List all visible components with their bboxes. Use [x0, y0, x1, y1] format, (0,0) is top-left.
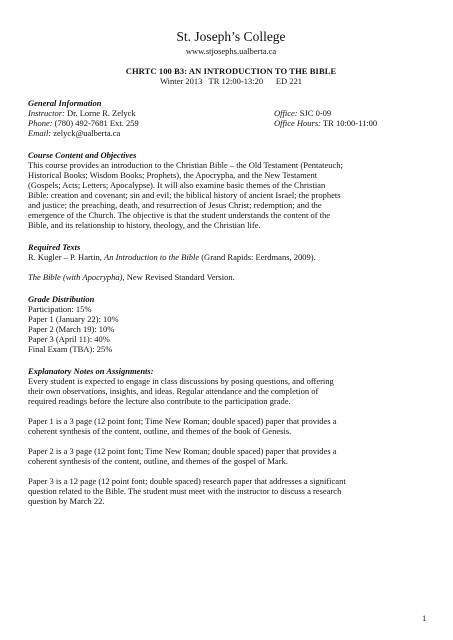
phone-line — [28, 118, 274, 128]
grade-item: Final Exam (TBA): 25% — [28, 344, 113, 354]
grade-list — [28, 304, 434, 354]
contact-column — [28, 108, 274, 138]
office-hours-value: TR 10:00-11:00 — [320, 118, 378, 128]
text-line: required readings before the lecture also contribute to the participation grade. — [28, 396, 291, 406]
text-line: Historical Books; Wisdom Books; Prophets), the Apocrypha, and the New Testament — [28, 170, 318, 180]
required-text-2 — [28, 272, 434, 282]
text2-version: , New Revised Standard Version. — [122, 272, 235, 282]
instructor-line — [28, 108, 274, 118]
assignment-notes-heading: Explanatory Notes on Assignments: — [28, 366, 154, 376]
text-line: Paper 3 is a 12 page (12 point font; double spaced) research paper that addresses a significant — [28, 476, 346, 486]
text-line: question by March 22. — [28, 496, 105, 506]
instructor-value: Dr. Lorne R. Zelyck — [64, 108, 136, 118]
required-texts-heading: Required Texts — [28, 242, 81, 252]
text-line: Paper 2 is a 3 page (12 point font; Time New Roman; double spaced) paper that provides a — [28, 446, 337, 456]
college-url[interactable]: www.stjosephs.ualberta.ca — [185, 46, 277, 56]
text-line: Paper 1 is a 3 page (12 point font; Time New Roman; double spaced) paper that provides a — [28, 416, 337, 426]
text-line: Bible, and its relationship to history, theology, and the Christian life. — [28, 220, 261, 230]
text-line: This course provides an introduction to the Christian Bible – the Old Testament (Pentateuch; — [28, 160, 343, 170]
grade-item: Participation: 15% — [28, 304, 92, 314]
email-label: Email: — [28, 128, 52, 138]
course-schedule: Winter 2013 TR 12:00-13:20 ED 221 — [159, 76, 303, 86]
office-column — [274, 108, 434, 138]
grade-distribution-heading: Grade Distribution — [28, 294, 95, 304]
grade-item: Paper 1 (January 22): 10% — [28, 314, 119, 324]
general-info-grid — [28, 108, 434, 138]
required-text-1 — [28, 252, 434, 262]
text-line: Every student is expected to engage in class discussions by posing questions, and offering — [28, 376, 334, 386]
page-number: 1 — [422, 613, 427, 623]
content-heading: Course Content and Objectives — [28, 150, 137, 160]
text-line: (Gospels; Acts; Letters; Apocalypse). It will also examine basic themes of the Christian — [28, 180, 326, 190]
text1-publisher: (Grand Rapids: Eerdmans, 2009). — [199, 252, 316, 262]
content-paragraph — [28, 160, 434, 230]
text-line: coherent synthesis of the content, outline, and themes of the gospel of Mark. — [28, 456, 288, 466]
paper1-paragraph — [28, 416, 434, 436]
text-line: Bible: creation and covenant; sin and evil; the biblical history of ancient Israel; the prophets — [28, 190, 341, 200]
text-line: and justice; the preaching, death, and resurrection of Jesus Christ; redemption; and the — [28, 200, 322, 210]
college-name: St. Joseph’s College — [176, 29, 286, 44]
text-line: coherent synthesis of the content, outline, and themes of the book of Genesis. — [28, 426, 292, 436]
office-hours-label: Office Hours: — [274, 118, 321, 128]
text1-title: An Introduction to the Bible — [104, 252, 200, 262]
document-page — [28, 28, 434, 506]
text2-title: The Bible (with Apocrypha) — [28, 272, 123, 282]
paper3-paragraph — [28, 476, 434, 506]
office-line — [274, 108, 434, 118]
office-value: SJC 0-09 — [297, 108, 332, 118]
text-line: emergence of the Church. The objective is that the student understands the content of the — [28, 210, 331, 220]
text-line: their own observations, insights, and ideas. Regular attendance and the completion of — [28, 386, 319, 396]
general-info-heading: General Information — [28, 98, 102, 108]
phone-value: (780) 492-7681 Ext. 259 — [52, 118, 139, 128]
text-line: question related to the Bible. The student must meet with the instructor to discuss a research — [28, 486, 342, 496]
text1-authors: R. Kugler – P. Hartin, — [28, 252, 105, 262]
participation-paragraph — [28, 376, 434, 406]
office-label: Office: — [274, 108, 298, 118]
grade-item: Paper 3 (April 11): 40% — [28, 334, 110, 344]
paper2-paragraph — [28, 446, 434, 466]
email-line — [28, 128, 274, 138]
grade-item: Paper 2 (March 19): 10% — [28, 324, 115, 334]
instructor-label: Instructor: — [28, 108, 65, 118]
email-value[interactable]: zelyck@ualberta.ca — [51, 128, 121, 138]
phone-label: Phone: — [28, 118, 53, 128]
office-hours-line — [274, 118, 434, 128]
course-title: CHRTC 100 B3: AN INTRODUCTION TO THE BIBLE — [125, 66, 337, 76]
